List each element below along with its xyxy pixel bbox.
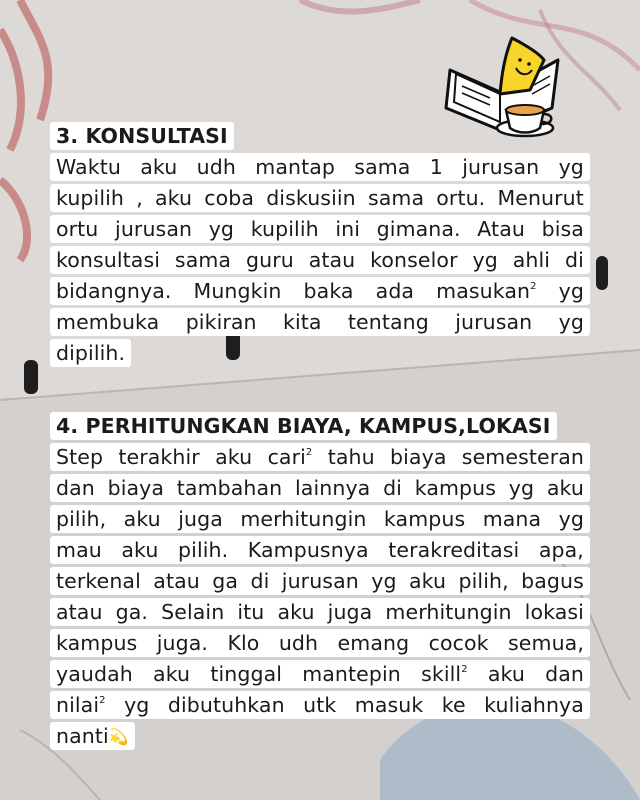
word: diskusiin xyxy=(266,186,356,210)
word: cari$^2$ xyxy=(267,445,313,469)
word: mana xyxy=(482,507,542,531)
justified-line xyxy=(50,505,590,533)
word: tentang xyxy=(347,310,429,334)
justified-line xyxy=(50,308,590,336)
word: kuliahnya xyxy=(484,693,584,717)
word: sama xyxy=(354,155,411,179)
word: di xyxy=(565,248,584,272)
text-line xyxy=(50,443,590,474)
word: gimana. xyxy=(376,217,461,241)
text-line xyxy=(50,277,590,308)
justified-line xyxy=(50,567,590,595)
justified-line xyxy=(50,536,590,564)
line-text: dipilih. xyxy=(56,341,126,365)
word: terakhir xyxy=(118,445,200,469)
word: lainnya xyxy=(295,476,371,500)
word: aku xyxy=(277,600,315,624)
word: terkenal xyxy=(56,569,141,593)
word: aku xyxy=(409,569,447,593)
word: masukan$^2$ xyxy=(436,279,537,303)
word: aku xyxy=(487,662,525,686)
word: konsultasi xyxy=(56,248,161,272)
word: pilih, xyxy=(458,569,509,593)
word: emang xyxy=(337,631,410,655)
section-body xyxy=(50,153,590,370)
word: apa, xyxy=(538,538,584,562)
word: utk xyxy=(303,693,337,717)
word: kampus xyxy=(414,476,497,500)
word: biaya xyxy=(107,476,165,500)
word: Atau xyxy=(477,217,525,241)
justified-line xyxy=(50,443,590,471)
word: atau xyxy=(153,569,200,593)
justified-line xyxy=(50,598,590,626)
word: biaya xyxy=(390,445,447,469)
word: bagus xyxy=(521,569,584,593)
word: , xyxy=(136,186,143,210)
section-perhitungkan-biaya xyxy=(50,412,590,753)
word: aku xyxy=(140,155,178,179)
word: yg xyxy=(371,569,397,593)
word: jurusan xyxy=(281,569,359,593)
word: udh xyxy=(278,631,319,655)
word: bisa xyxy=(541,217,584,241)
word: Kampusnya xyxy=(247,538,369,562)
text-line xyxy=(50,215,590,246)
word: Selain xyxy=(161,600,225,624)
word: kampus xyxy=(56,631,138,655)
justified-line xyxy=(50,153,590,181)
text-line xyxy=(50,629,590,660)
word: semua, xyxy=(508,631,584,655)
word: mantap xyxy=(255,155,335,179)
word: ini xyxy=(335,217,361,241)
word: aku xyxy=(215,445,253,469)
word: yg xyxy=(558,279,584,303)
word: sama xyxy=(367,186,425,210)
word: aku xyxy=(546,476,584,500)
word: yg xyxy=(558,310,584,334)
section-konsultasi xyxy=(50,122,590,370)
word: merhitungin xyxy=(385,600,512,624)
word: 1 xyxy=(429,155,443,179)
word: Klo xyxy=(227,631,260,655)
word: lokasi xyxy=(524,600,584,624)
text-line xyxy=(50,339,590,370)
word: dan xyxy=(545,662,584,686)
text-line xyxy=(50,598,590,629)
word: aku xyxy=(121,538,159,562)
section-body xyxy=(50,443,590,753)
word: mantepin xyxy=(302,662,401,686)
word: juga xyxy=(178,507,223,531)
word: di xyxy=(250,569,270,593)
word: atau xyxy=(56,600,103,624)
text-line xyxy=(50,474,590,505)
justified-line xyxy=(50,184,590,212)
word: kupilih xyxy=(56,186,125,210)
justified-line xyxy=(50,246,590,274)
word: masuk xyxy=(354,693,424,717)
word: juga xyxy=(327,600,373,624)
last-line xyxy=(50,339,131,367)
word: itu xyxy=(237,600,265,624)
word: jurusan xyxy=(455,310,533,334)
text-line xyxy=(50,567,590,598)
word: bidangnya. xyxy=(56,279,172,303)
word: semesteran xyxy=(461,445,584,469)
word: ahli xyxy=(512,248,551,272)
word: terakreditasi xyxy=(388,538,520,562)
word: tahu xyxy=(327,445,375,469)
sparkle-emoji-icon: 💫 xyxy=(108,727,129,746)
text-line xyxy=(50,153,590,184)
word: ga. xyxy=(115,600,149,624)
justified-line xyxy=(50,277,590,305)
word: pilih, xyxy=(56,507,107,531)
word: cocok xyxy=(428,631,489,655)
justified-line xyxy=(50,215,590,243)
word: yg xyxy=(472,248,498,272)
word: jurusan xyxy=(462,155,540,179)
word: atau xyxy=(308,248,356,272)
text-line xyxy=(50,691,590,722)
word: pikiran xyxy=(185,310,257,334)
word: udh xyxy=(196,155,236,179)
word: ada xyxy=(375,279,415,303)
justified-line xyxy=(50,474,590,502)
word: konselor xyxy=(370,248,458,272)
word: coba xyxy=(204,186,255,210)
line-text: nanti xyxy=(56,724,109,748)
word: Mungkin xyxy=(193,279,282,303)
word: guru xyxy=(246,248,294,272)
word: ga xyxy=(212,569,239,593)
word: tambahan xyxy=(176,476,283,500)
word: di xyxy=(383,476,402,500)
text-line xyxy=(50,505,590,536)
word: mau xyxy=(56,538,102,562)
word: dan xyxy=(56,476,95,500)
word: kita xyxy=(283,310,322,334)
word: yaudah xyxy=(56,662,133,686)
word: aku xyxy=(154,186,193,210)
word: yg xyxy=(558,507,584,531)
word: yg xyxy=(558,155,584,179)
word: tinggal xyxy=(210,662,283,686)
word: yg xyxy=(124,693,150,717)
word: aku xyxy=(153,662,191,686)
word: pilih. xyxy=(178,538,229,562)
word: Waktu xyxy=(56,155,121,179)
word: baka xyxy=(303,279,354,303)
word: membuka xyxy=(56,310,160,334)
word: Menurut xyxy=(497,186,584,210)
word: dibutuhkan xyxy=(167,693,285,717)
word: Step xyxy=(56,445,104,469)
word: sama xyxy=(174,248,232,272)
section-title: 4. PERHITUNGKAN BIAYA, KAMPUS,LOKASI xyxy=(50,412,557,440)
word: kampus xyxy=(383,507,466,531)
word: juga. xyxy=(156,631,209,655)
text-line xyxy=(50,184,590,215)
last-line xyxy=(50,722,135,750)
word: aku xyxy=(123,507,161,531)
justified-line xyxy=(50,660,590,688)
text-line xyxy=(50,308,590,339)
word: skill$^2$ xyxy=(421,662,468,686)
word: nilai$^2$ xyxy=(56,693,106,717)
section-title: 3. KONSULTASI xyxy=(50,122,234,150)
text-line xyxy=(50,660,590,691)
word: ortu xyxy=(56,217,99,241)
word: merhitungin xyxy=(240,507,367,531)
word: kupilih xyxy=(250,217,319,241)
justified-line xyxy=(50,629,590,657)
text-line xyxy=(50,722,590,753)
word: yg xyxy=(508,476,535,500)
word: ortu. xyxy=(436,186,486,210)
justified-line xyxy=(50,691,590,719)
word: yg xyxy=(208,217,235,241)
text-line xyxy=(50,246,590,277)
text-line xyxy=(50,536,590,567)
word: ke xyxy=(441,693,466,717)
word: jurusan xyxy=(115,217,193,241)
